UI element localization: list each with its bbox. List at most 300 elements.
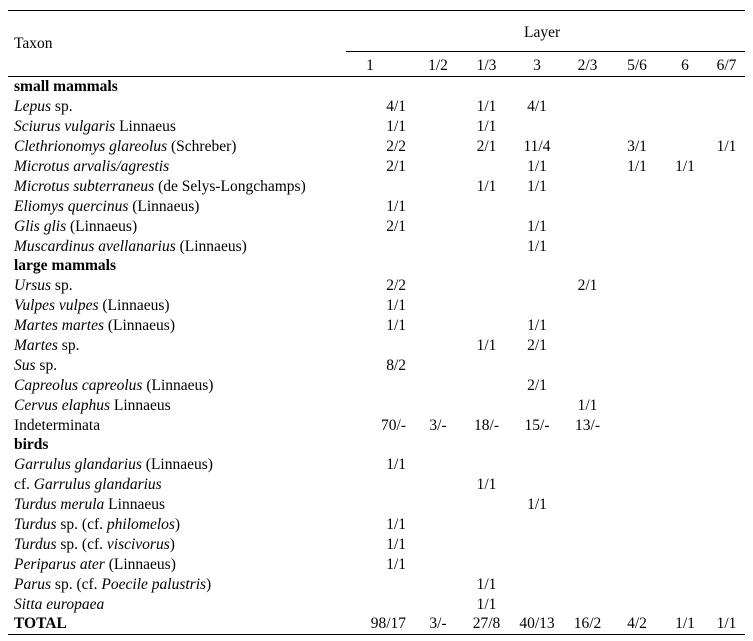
taxon-text: Indeterminata (14, 416, 101, 434)
layer-value-cell (662, 534, 708, 554)
layer-value-cell (612, 316, 662, 336)
layer-value-cell (612, 355, 662, 375)
taxon-italic-name: Microtus arvalis/agrestis (14, 158, 170, 175)
layer-value-cell: 13/- (575, 416, 600, 434)
layer-value-cell: 27/8 (472, 615, 501, 633)
layer-value-cell (462, 455, 511, 475)
layer-value-cell (708, 157, 745, 177)
taxon-text: (de Selys-Longchamps) (154, 177, 306, 195)
layer-value-cell (662, 137, 708, 157)
layer-value-cell (612, 97, 662, 117)
layer-value-cell (511, 534, 563, 554)
layer-value-cell (612, 375, 662, 395)
layer-value-cell (346, 176, 414, 196)
layer-column-header: 6/7 (716, 57, 737, 74)
taxon-italic-name: Sitta europaea (14, 595, 105, 613)
layer-value-cell (708, 554, 745, 574)
layer-value-cell (662, 77, 708, 97)
layer-value-cell (414, 554, 462, 574)
layer-value-cell (708, 256, 745, 276)
layer-header: Layer (524, 24, 561, 41)
table-row (8, 554, 745, 574)
taxon-italic-name: Sciurus vulgaris (14, 118, 116, 136)
layer-value-cell: 1/1 (476, 476, 497, 494)
layer-value-cell: 2/1 (386, 158, 406, 175)
header-bottom-rule (8, 76, 745, 77)
layer-value-cell (462, 77, 511, 97)
table-row (8, 495, 745, 515)
taxon-name (8, 77, 346, 97)
layer-value-cell (612, 415, 662, 435)
taxon-italic-name: Muscardinus avellanarius (14, 237, 176, 255)
layer-value-cell (662, 336, 708, 356)
taxon-name (8, 554, 346, 574)
layer-value-cell (511, 276, 563, 296)
layer-value-cell (462, 515, 511, 535)
taxon-text: (Linnaeus) (128, 197, 200, 215)
layer-value-cell (708, 574, 745, 594)
layer-value-cell (511, 594, 563, 614)
layer-value-cell (563, 137, 612, 157)
taxon-name (8, 475, 346, 495)
layer-value-cell: 2/1 (527, 337, 547, 355)
taxon-text: sp. (51, 98, 73, 116)
section-label: small mammals (14, 78, 118, 96)
layer-value-cell: 3/1 (627, 138, 647, 156)
table-row (8, 375, 745, 395)
layer-value-cell: 1/1 (386, 535, 406, 553)
taxon-text: ) (169, 535, 175, 553)
layer-value-cell (563, 117, 612, 137)
table-row (8, 355, 745, 375)
layer-value-cell (612, 196, 662, 216)
layer-value-cell (662, 495, 708, 515)
table-row (8, 276, 745, 296)
taxon-text: ) (206, 575, 212, 593)
layer-rule (346, 51, 745, 52)
taxon-text: sp. (cf. (56, 535, 107, 553)
layer-value-cell (662, 554, 708, 574)
layer-value-cell (511, 515, 563, 535)
layer-value-cell (708, 117, 745, 137)
layer-value-cell (708, 216, 745, 236)
taxon-text: sp. (51, 277, 73, 295)
layer-value-cell (414, 534, 462, 554)
layer-value-cell (708, 176, 745, 196)
table-row (8, 455, 745, 475)
taxon-text: (Schreber) (167, 138, 237, 156)
layer-value-cell (662, 574, 708, 594)
layer-value-cell (563, 375, 612, 395)
taxon-name (8, 137, 346, 157)
layer-value-cell (662, 117, 708, 137)
layer-value-cell (414, 395, 462, 415)
taxon-italic-name: Poecile palustris (101, 575, 207, 593)
layer-value-cell (511, 455, 563, 475)
layer-value-cell (563, 594, 612, 614)
layer-value-cell (414, 256, 462, 276)
layer-value-cell (462, 157, 511, 177)
taxon-text: (Linnaeus) (142, 376, 214, 394)
layer-value-cell (462, 296, 511, 316)
layer-value-cell (612, 574, 662, 594)
taxon-italic-name: Periparus ater (14, 555, 105, 573)
layer-value-cell (346, 435, 414, 455)
layer-value-cell (346, 256, 414, 276)
taxon-name (8, 435, 346, 455)
layer-value-cell (563, 77, 612, 97)
taxon-header: Taxon (14, 35, 53, 52)
layer-value-cell (563, 256, 612, 276)
layer-value-cell: 1/1 (386, 297, 406, 315)
layer-value-cell (563, 157, 612, 177)
layer-value-cell (662, 395, 708, 415)
layer-value-cell (414, 137, 462, 157)
layer-value-cell (708, 77, 745, 97)
table-row (8, 316, 745, 336)
layer-value-cell (662, 594, 708, 614)
layer-value-cell (612, 455, 662, 475)
layer-value-cell (708, 475, 745, 495)
layer-value-cell (414, 196, 462, 216)
taxon-name (8, 97, 346, 117)
layer-value-cell (708, 455, 745, 475)
layer-value-cell (462, 196, 511, 216)
layer-value-cell (511, 117, 563, 137)
taxon-name (8, 594, 346, 614)
taxon-italic-name: Sus (14, 356, 36, 374)
layer-value-cell (346, 375, 414, 395)
layer-value-cell (708, 515, 745, 535)
taxon-text: sp. (57, 337, 80, 355)
taxon-name (8, 176, 346, 196)
taxon-name (8, 117, 346, 137)
table-row (8, 336, 745, 356)
table-row (8, 196, 745, 216)
layer-value-cell (563, 176, 612, 196)
layer-column-header: 5/6 (627, 57, 647, 74)
table-row (8, 415, 745, 435)
layer-value-cell: 1/1 (476, 595, 497, 613)
layer-value-cell (612, 336, 662, 356)
taxon-text: (Linnaeus) (175, 237, 247, 255)
layer-value-cell: 1/1 (386, 456, 406, 474)
layer-value-cell (414, 355, 462, 375)
taxon-name (8, 574, 346, 594)
layer-value-cell (462, 236, 511, 256)
layer-value-cell: 1/1 (675, 615, 695, 633)
layer-value-cell: 1/1 (527, 177, 547, 195)
taxon-name (8, 316, 346, 336)
table-row (8, 515, 745, 535)
layer-value-cell: 8/2 (386, 356, 406, 374)
layer-value-cell (662, 276, 708, 296)
taxon-name (8, 395, 346, 415)
taxon-italic-name: Turdus (14, 535, 57, 553)
layer-value-cell (612, 515, 662, 535)
taxon-italic-name: Clethrionomys glareolus (14, 138, 168, 156)
layer-value-cell (612, 236, 662, 256)
layer-value-cell: 1/1 (527, 158, 547, 175)
layer-value-cell (662, 176, 708, 196)
taxon-name (8, 515, 346, 535)
taxon-text: (Linnaeus) (103, 317, 175, 335)
layer-column-header: 3 (533, 57, 541, 74)
layer-value-cell: 18/- (474, 416, 499, 434)
layer-value-cell (708, 316, 745, 336)
layer-value-cell (563, 236, 612, 256)
layer-value-cell: 40/13 (519, 615, 555, 633)
layer-value-cell (563, 574, 612, 594)
layer-value-cell (414, 455, 462, 475)
layer-value-cell: 1/1 (476, 118, 497, 136)
layer-value-cell (612, 276, 662, 296)
layer-value-cell: 1/1 (386, 197, 406, 215)
section-row (8, 77, 745, 97)
taxon-name (8, 256, 346, 276)
layer-value-cell (662, 256, 708, 276)
layer-value-cell (462, 256, 511, 276)
taxon-name (8, 455, 346, 475)
layer-value-cell (708, 97, 745, 117)
layer-value-cell (612, 534, 662, 554)
layer-value-cell: 16/2 (573, 615, 602, 633)
layer-value-cell: 4/1 (527, 98, 547, 116)
taxon-name (8, 236, 346, 256)
layer-value-cell (612, 176, 662, 196)
layer-value-cell (612, 395, 662, 415)
layer-value-cell: 1/1 (386, 118, 406, 136)
layer-value-cell (563, 336, 612, 356)
layer-value-cell (414, 515, 462, 535)
layer-value-cell (708, 355, 745, 375)
taxon-italic-name: Ursus (14, 277, 52, 295)
taxon-text: (Linnaeus) (104, 555, 176, 573)
layer-value-cell (414, 216, 462, 236)
layer-value-cell (346, 574, 414, 594)
section-label: large mammals (14, 257, 117, 275)
layer-value-cell (662, 435, 708, 455)
taxon-italic-name: Garrulus glandarius (14, 456, 142, 474)
layer-value-cell (662, 515, 708, 535)
taxon-name (8, 534, 346, 554)
layer-value-cell (708, 435, 745, 455)
layer-value-cell (346, 336, 414, 356)
layer-value-cell (708, 415, 745, 435)
taxon-italic-name: Eliomys quercinus (14, 197, 129, 215)
layer-value-cell (511, 296, 563, 316)
layer-value-cell (662, 97, 708, 117)
layer-value-cell: 1/1 (386, 516, 406, 534)
layer-value-cell (563, 455, 612, 475)
table-row (8, 236, 745, 256)
taxon-text: (Linnaeus) (98, 297, 170, 315)
layer-value-cell (511, 395, 563, 415)
table-row (8, 97, 745, 117)
layer-value-cell (462, 495, 511, 515)
layer-value-cell (346, 495, 414, 515)
layer-value-cell (414, 97, 462, 117)
layer-value-cell (414, 236, 462, 256)
layer-value-cell (662, 375, 708, 395)
layer-value-cell (462, 276, 511, 296)
layer-value-cell (612, 77, 662, 97)
layer-value-cell: 1/1 (675, 158, 695, 175)
layer-value-cell (708, 276, 745, 296)
total-row (8, 614, 745, 634)
layer-value-cell (612, 256, 662, 276)
taxon-italic-name: Vulpes vulpes (14, 297, 99, 315)
table-row (8, 574, 745, 594)
taxon-name (8, 495, 346, 515)
taxon-text: sp. (cf. (51, 575, 102, 593)
layer-value-cell (662, 415, 708, 435)
layer-column-header: 6 (681, 57, 689, 74)
taxon-name (8, 196, 346, 216)
layer-value-cell (662, 236, 708, 256)
layer-value-cell (662, 216, 708, 236)
layer-column-header: 1/2 (428, 57, 448, 74)
layer-value-cell: 3/- (429, 416, 447, 434)
layer-value-cell (511, 355, 563, 375)
taxon-italic-name: Turdus merula (14, 496, 105, 514)
layer-value-cell (612, 435, 662, 455)
layer-value-cell (708, 594, 745, 614)
layer-value-cell: 98/17 (370, 615, 406, 633)
taxon-italic-name: Glis glis (14, 217, 67, 235)
layer-value-cell: 1/1 (527, 317, 547, 335)
section-row (8, 435, 745, 455)
layer-value-cell (346, 594, 414, 614)
taxon-text: (Linnaeus) (141, 456, 213, 474)
taxon-italic-name: Martes martes (14, 317, 104, 335)
taxon-name (8, 216, 346, 236)
layer-value-cell (708, 236, 745, 256)
table-row (8, 157, 745, 177)
table-row (8, 475, 745, 495)
layer-value-cell (462, 435, 511, 455)
layer-value-cell (462, 534, 511, 554)
taxon-name (8, 614, 346, 634)
layer-value-cell: 2/2 (386, 138, 406, 156)
layer-value-cell: 2/1 (527, 376, 547, 394)
layer-value-cell (563, 554, 612, 574)
layer-value-cell (708, 534, 745, 554)
layer-value-cell (662, 316, 708, 336)
layer-value-cell: 1/1 (716, 138, 737, 156)
layer-value-cell: 1/1 (476, 337, 497, 355)
layer-value-cell (708, 395, 745, 415)
layer-value-cell: 4/1 (386, 98, 406, 116)
layer-column-header: 1 (366, 57, 374, 74)
layer-value-cell (563, 534, 612, 554)
layer-value-cell (462, 375, 511, 395)
layer-value-cell (563, 296, 612, 316)
layer-value-cell (462, 554, 511, 574)
table-row (8, 594, 745, 614)
layer-value-cell: 1/1 (527, 496, 547, 514)
layer-value-cell: 2/1 (386, 217, 406, 235)
layer-value-cell (662, 355, 708, 375)
top-rule (8, 10, 745, 11)
layer-value-cell (662, 455, 708, 475)
layer-value-cell (511, 256, 563, 276)
table-row (8, 395, 745, 415)
layer-value-cell: 1/1 (577, 396, 598, 414)
taxon-text: ) (174, 516, 181, 534)
taxon-name (8, 276, 346, 296)
total-label: TOTAL (14, 615, 67, 633)
layer-value-cell (612, 594, 662, 614)
layer-value-cell (462, 355, 511, 375)
taxon-name (8, 355, 346, 375)
layer-value-cell (563, 355, 612, 375)
layer-value-cell: 1/1 (476, 98, 497, 116)
layer-value-cell: 1/1 (386, 317, 406, 335)
layer-value-cell (662, 475, 708, 495)
layer-value-cell (612, 475, 662, 495)
layer-value-cell (414, 176, 462, 196)
layer-value-cell (511, 196, 563, 216)
taxon-italic-name: viscivorus (106, 535, 170, 553)
layer-column-header: 1/3 (476, 57, 497, 74)
layer-value-cell (414, 157, 462, 177)
taxon-italic-name: Turdus (14, 516, 57, 534)
layer-value-cell: 15/- (524, 416, 550, 434)
bottom-rule (8, 634, 745, 635)
layer-value-cell (346, 395, 414, 415)
taxon-text: sp. (cf. (56, 516, 107, 534)
taxon-italic-name: Microtus subterraneus (14, 177, 155, 195)
layer-value-cell (708, 375, 745, 395)
section-label: birds (14, 436, 49, 454)
table-row (8, 137, 745, 157)
layer-value-cell (563, 495, 612, 515)
table-row (8, 117, 745, 137)
layer-value-cell (346, 475, 414, 495)
layer-value-cell: 1/1 (527, 217, 547, 235)
layer-column-header: 2/3 (577, 57, 598, 74)
layer-value-cell (662, 296, 708, 316)
taxon-name (8, 415, 346, 435)
layer-value-cell (708, 495, 745, 515)
layer-value-cell: 4/2 (627, 615, 647, 633)
layer-value-cell (414, 316, 462, 336)
layer-value-cell (563, 475, 612, 495)
taxon-italic-name: Cervus elaphus (14, 396, 111, 414)
layer-value-cell: 1/1 (527, 237, 547, 255)
layer-value-cell (414, 117, 462, 137)
table-row (8, 296, 745, 316)
layer-value-cell (462, 316, 511, 336)
layer-value-cell (708, 296, 745, 316)
layer-value-cell (612, 495, 662, 515)
layer-value-cell (511, 475, 563, 495)
taxon-italic-name: Garrulus glandarius (33, 476, 162, 494)
table-row (8, 534, 745, 554)
data-table (8, 77, 745, 634)
layer-value-cell: 2/1 (577, 277, 598, 295)
layer-value-cell (414, 375, 462, 395)
taxon-name (8, 336, 346, 356)
layer-value-cell (511, 574, 563, 594)
table-row (8, 176, 745, 196)
layer-value-cell (414, 594, 462, 614)
layer-value-cell (462, 216, 511, 236)
taxon-italic-name: philomelos (106, 516, 175, 534)
taxon-italic-name: Capreolus capreolus (14, 376, 143, 394)
layer-value-cell (563, 196, 612, 216)
